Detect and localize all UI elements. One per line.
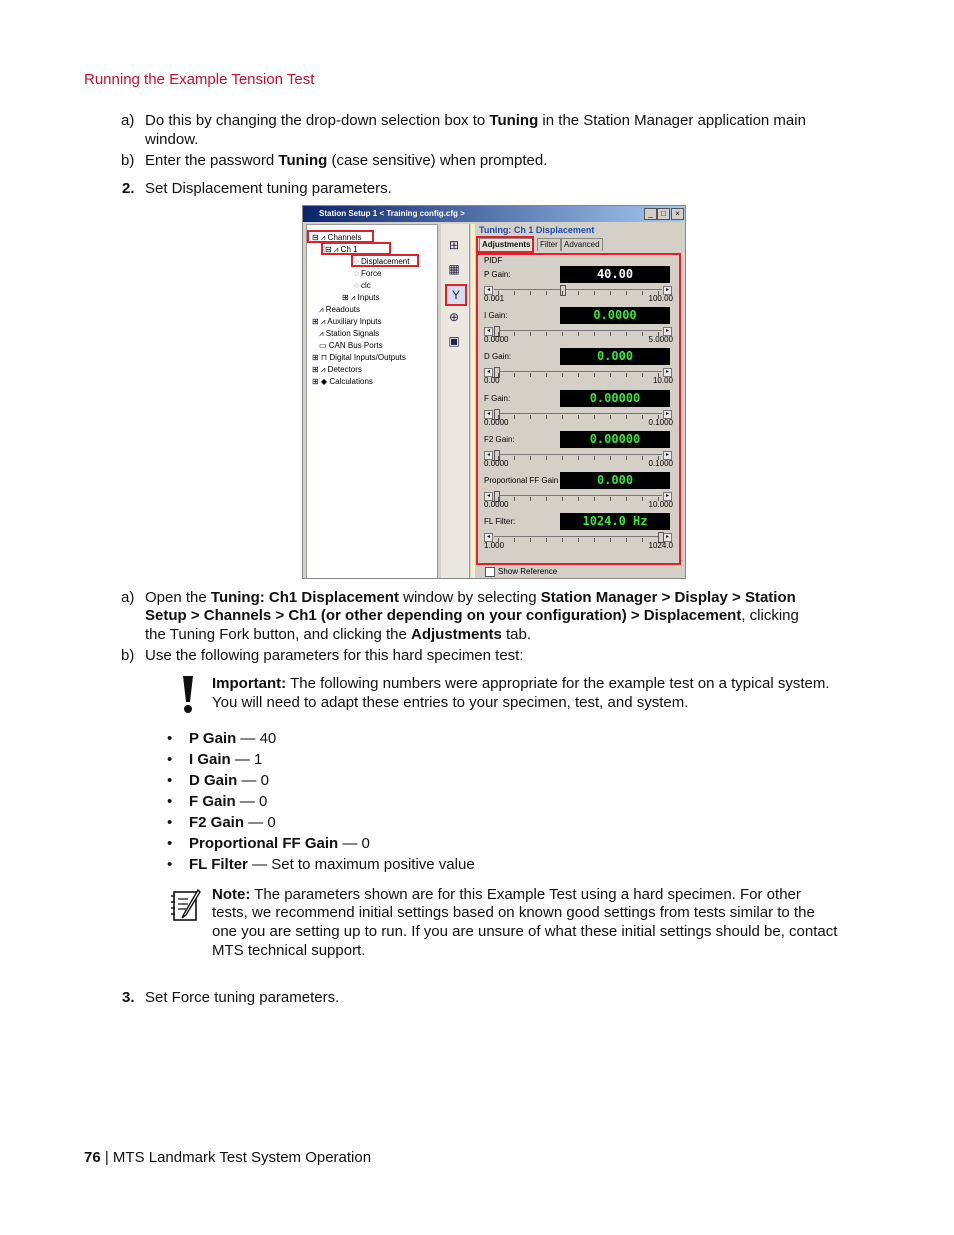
slider-max: 5.0000 xyxy=(648,335,673,345)
slider-max: 100.00 xyxy=(648,294,673,303)
slider-tick xyxy=(642,415,643,419)
text: Use the following parameters for this hard specimen test: xyxy=(145,647,524,664)
slider-min: 1.000 xyxy=(484,541,505,551)
slider-tick xyxy=(610,291,611,295)
slider-tick xyxy=(514,456,515,460)
text: the Tuning Fork button, and clicking the xyxy=(145,626,411,643)
tree-label: Detectors xyxy=(327,365,362,374)
substep-marker: a) xyxy=(121,589,135,606)
gain-slider[interactable] xyxy=(484,285,672,295)
slider-tick xyxy=(594,332,595,336)
slider-tick xyxy=(626,497,627,501)
slider-tick xyxy=(594,415,595,419)
bold-text: Setup > Channels > Ch1 (or other depending on your configuration) > Displacement xyxy=(145,607,742,624)
slider-tick xyxy=(642,538,643,542)
note-icon xyxy=(168,886,204,922)
pidf-group-label: PIDF xyxy=(484,256,503,265)
slider-tick xyxy=(594,538,595,542)
slider-tick xyxy=(610,497,611,501)
parameter-value: — 0 xyxy=(338,835,370,852)
slider-tick xyxy=(546,538,547,542)
important-icon xyxy=(178,672,198,716)
gain-label: F Gain: xyxy=(484,393,511,403)
bold-text: Tuning: Ch1 Displacement xyxy=(210,589,399,606)
substep-b-use xyxy=(121,646,845,665)
slider-tick xyxy=(514,497,515,501)
substep-marker: b) xyxy=(121,152,135,169)
slider-tick xyxy=(562,497,563,501)
important-label: Important: xyxy=(212,675,287,692)
slider-tick xyxy=(514,373,515,377)
slider-min: 0.0000 xyxy=(484,417,509,427)
tree-label: Ch 1 xyxy=(340,245,358,254)
slider-tick xyxy=(562,538,563,542)
text: Enter the password xyxy=(145,152,279,169)
slider-tick xyxy=(514,291,515,295)
slider-tick xyxy=(546,332,547,336)
bold-text: Adjustments xyxy=(411,626,502,643)
bullet-dot: • xyxy=(167,793,173,810)
slider-right-arrow[interactable]: ▸ xyxy=(663,286,672,295)
parameter-name: Proportional FF Gain xyxy=(189,835,339,852)
bullet-dot: • xyxy=(167,751,173,768)
bullet-dot: • xyxy=(167,814,173,831)
parameter-name: D Gain xyxy=(189,772,238,789)
text: , clicking xyxy=(741,607,799,624)
slider-tick xyxy=(562,456,563,460)
slider-tick xyxy=(578,456,579,460)
slider-tick xyxy=(610,332,611,336)
slider-left-arrow[interactable]: ◂ xyxy=(484,327,493,336)
detector-icon[interactable]: ▣ xyxy=(448,334,460,348)
slider-tick xyxy=(562,373,563,377)
text: tab. xyxy=(501,626,532,643)
note-line1 xyxy=(212,885,852,904)
gain-slider[interactable] xyxy=(484,367,672,377)
parameter-value: — 40 xyxy=(236,730,277,747)
parameter-text xyxy=(189,814,276,831)
tree-item-digital-io[interactable]: ⊞ ⊓ Digital Inputs/Outputs xyxy=(312,353,406,362)
slider-tick xyxy=(546,456,547,460)
slider-tick xyxy=(514,538,515,542)
slider-max: 10.000 xyxy=(648,500,673,509)
substep-a-open xyxy=(121,588,845,607)
slider-tick xyxy=(594,497,595,501)
tree-label: clc xyxy=(360,281,371,290)
slider-tick xyxy=(562,291,563,295)
slider-min: 0.001 xyxy=(484,294,505,303)
tree-label: Inputs xyxy=(357,293,380,302)
slider-tick xyxy=(578,373,579,377)
tree-label: Readouts xyxy=(325,305,360,314)
tree-label: Displacement xyxy=(360,257,410,266)
slider-tick xyxy=(514,415,515,419)
gain-slider[interactable] xyxy=(484,450,672,460)
bullet-dot: • xyxy=(167,730,173,747)
text: in the Station Manager application main xyxy=(538,112,806,129)
slider-left-arrow[interactable]: ◂ xyxy=(484,368,493,377)
slider-tick xyxy=(514,332,515,336)
parameter-name: P Gain xyxy=(189,730,237,747)
parameter-text xyxy=(189,730,276,747)
slider-tick xyxy=(610,415,611,419)
slider-track xyxy=(494,289,662,290)
parameter-value: — 0 xyxy=(235,793,268,810)
important-line2: You will need to adapt these entries to your specimen, test, and system. xyxy=(212,694,689,711)
slider-left-arrow[interactable]: ◂ xyxy=(484,410,493,419)
maximize-button[interactable]: □ xyxy=(657,208,670,220)
highlight-box xyxy=(476,236,534,253)
bullet-dot: • xyxy=(167,856,173,873)
substep-marker: a) xyxy=(121,112,135,129)
slider-left-arrow[interactable]: ◂ xyxy=(484,492,493,501)
bold-text: Tuning xyxy=(278,152,328,169)
tab-adjustments[interactable]: Adjustments xyxy=(479,238,533,251)
substep-b xyxy=(121,151,845,170)
highlight-box xyxy=(351,254,419,267)
tree-item-readouts[interactable]: ⩘ Readouts xyxy=(319,305,360,314)
slider-min: 0.00 xyxy=(484,376,500,386)
meter-icon[interactable]: ▦ xyxy=(448,262,460,276)
tree-item-can-bus[interactable]: ▭ CAN Bus Ports xyxy=(319,341,383,350)
gain-value-display[interactable]: 0.0000 xyxy=(560,307,670,324)
tuning-fork-icon[interactable]: Y xyxy=(445,284,467,306)
slider-tick xyxy=(530,332,531,336)
slider-tick xyxy=(530,538,531,542)
parameter-name: FL Filter xyxy=(189,856,248,873)
minimize-button[interactable]: _ xyxy=(644,208,657,220)
slider-tick xyxy=(530,415,531,419)
slider-tick xyxy=(530,456,531,460)
slider-track xyxy=(494,413,662,414)
signal-icon[interactable]: ⊕ xyxy=(448,310,460,324)
text: (case sensitive) when prompted. xyxy=(327,152,548,169)
slider-tick xyxy=(562,415,563,419)
tree-label: Channels xyxy=(327,233,362,242)
page-number: 76 xyxy=(84,1149,101,1166)
window-title: Station Setup 1 < Training config.cfg > xyxy=(319,209,465,218)
step-text: Set Force tuning parameters. xyxy=(145,989,340,1006)
slider-right-arrow[interactable]: ▸ xyxy=(663,492,672,501)
tree-item-detectors[interactable]: ⊞ ⩘ Detectors xyxy=(312,365,362,374)
tool-column xyxy=(441,224,470,578)
slider-tick xyxy=(562,332,563,336)
slider-track xyxy=(494,536,662,537)
gain-label: P Gain: xyxy=(484,270,511,279)
gain-slider[interactable] xyxy=(484,491,672,501)
gain-slider[interactable] xyxy=(484,326,672,336)
parameter-value: — Set to maximum positive value xyxy=(247,856,475,873)
gain-label: D Gain: xyxy=(484,352,512,362)
parameter-value: — 1 xyxy=(230,751,263,768)
slider-tick xyxy=(578,332,579,336)
slider-tick xyxy=(610,373,611,377)
note-line3: one you are setting up to run. If you are unsure of what these initial settings should be, contact xyxy=(212,923,838,940)
tree-label: Digital Inputs/Outputs xyxy=(329,353,406,362)
tree-label: CAN Bus Ports xyxy=(328,341,383,350)
tree-label: Calculations xyxy=(329,377,373,386)
gain-label: I Gain: xyxy=(484,311,508,321)
show-reference-label: Show Reference xyxy=(498,567,558,576)
slider-track xyxy=(494,371,662,372)
slider-tick xyxy=(642,456,643,460)
show-reference-checkbox[interactable] xyxy=(485,567,495,577)
tree-label: Force xyxy=(360,269,382,278)
slider-tick xyxy=(578,497,579,501)
tree-item-inputs[interactable]: ⊞ ⩘ Inputs xyxy=(342,293,380,302)
slider-max: 1024.0 xyxy=(648,541,673,551)
slider-min: 0.0000 xyxy=(484,335,509,345)
step-number: 3. xyxy=(122,989,135,1006)
slider-min: 0.0000 xyxy=(484,458,509,468)
substep-a-cont: window. xyxy=(145,131,199,148)
text: Open the xyxy=(145,589,211,606)
parameter-value: — 0 xyxy=(244,814,276,831)
slider-tick xyxy=(642,497,643,501)
note-line4: MTS technical support. xyxy=(212,942,366,959)
gain-label: FL Filter: xyxy=(484,517,516,527)
section-header: Running the Example Tension Test xyxy=(84,71,315,88)
close-button[interactable]: × xyxy=(671,208,684,220)
slider-tick xyxy=(578,415,579,419)
slider-tick xyxy=(642,291,643,295)
gain-value-display[interactable]: 0.000 xyxy=(560,472,670,489)
slider-tick xyxy=(594,456,595,460)
slider-right-arrow[interactable]: ▸ xyxy=(663,451,672,460)
important-line1 xyxy=(212,674,852,693)
parameter-text xyxy=(189,772,269,789)
separator: | xyxy=(100,1149,113,1166)
slider-tick xyxy=(626,332,627,336)
note-line2: tests, we recommend initial settings based on known good settings from tests similar to the xyxy=(212,904,815,921)
note-label: Note: xyxy=(212,886,251,903)
substep-marker: b) xyxy=(121,647,135,664)
page-footer xyxy=(84,1149,371,1166)
tree-item-ch1[interactable]: ⊟ ⩘ Ch 1 xyxy=(325,245,358,254)
slider-tick xyxy=(642,332,643,336)
gain-value-display[interactable]: 1024.0 Hz xyxy=(560,513,670,530)
text: Do this by changing the drop-down selection box to xyxy=(145,112,490,129)
slider-tick xyxy=(530,497,531,501)
gain-slider[interactable] xyxy=(484,409,672,419)
tree-item-calculations[interactable]: ⊞ ◆ Calculations xyxy=(312,377,373,386)
slider-left-arrow[interactable]: ◂ xyxy=(484,286,493,295)
slider-tick xyxy=(578,291,579,295)
slider-tick xyxy=(546,291,547,295)
tree-label: Station Signals xyxy=(325,329,380,338)
slider-right-arrow[interactable]: ▸ xyxy=(663,368,672,377)
gain-slider[interactable] xyxy=(484,532,672,542)
parameter-name: F2 Gain xyxy=(189,814,245,831)
tree-item-force[interactable]: ◌ Force xyxy=(354,269,382,278)
slider-tick xyxy=(530,373,531,377)
parameter-text xyxy=(189,835,370,852)
text: The following numbers were appropriate for the example test on a typical system. xyxy=(286,675,830,692)
slider-tick xyxy=(626,456,627,460)
tree-item-clc[interactable]: ◌ clc xyxy=(354,281,371,290)
parameter-name: F Gain xyxy=(189,793,236,810)
station-setup-screenshot xyxy=(302,205,686,579)
tab-filter[interactable]: Filter xyxy=(537,238,561,251)
document-title: MTS Landmark Test System Operation xyxy=(112,1149,372,1166)
bold-text: Station Manager > Display > Station xyxy=(540,589,796,606)
slider-track xyxy=(494,495,662,496)
tree-item-displacement[interactable]: ◌ Displacement xyxy=(354,257,410,266)
tree-label: Auxiliary Inputs xyxy=(327,317,382,326)
text: window by selecting xyxy=(398,589,541,606)
text: The parameters shown are for this Example Test using a hard specimen. For other xyxy=(250,886,801,903)
bullet-dot: • xyxy=(167,835,173,852)
parameter-text xyxy=(189,856,475,873)
slider-right-arrow[interactable]: ▸ xyxy=(663,533,672,542)
display-icon[interactable]: ⊞ xyxy=(448,238,460,252)
slider-tick xyxy=(626,291,627,295)
tab-advanced[interactable]: Advanced xyxy=(561,238,603,251)
slider-tick xyxy=(626,538,627,542)
gain-label: Proportional FF Gain xyxy=(484,476,559,485)
bold-text: Tuning xyxy=(489,112,539,129)
panel-title: Tuning: Ch 1 Displacement xyxy=(479,225,595,235)
slider-tick xyxy=(594,291,595,295)
tree-item-station-signals[interactable]: ⩘ Station Signals xyxy=(319,329,380,338)
tuning-panel xyxy=(475,224,685,578)
slider-tick xyxy=(530,291,531,295)
substep-a-open-l3 xyxy=(145,625,845,644)
window-title-bar xyxy=(303,206,685,222)
bullet-dot: • xyxy=(167,772,173,789)
slider-max: 10.00 xyxy=(652,376,673,386)
parameter-text xyxy=(189,751,262,768)
parameter-value: — 0 xyxy=(237,772,270,789)
step-2 xyxy=(122,179,845,198)
slider-tick xyxy=(578,538,579,542)
slider-tick xyxy=(546,497,547,501)
step-3 xyxy=(122,988,845,1007)
gain-value-display[interactable]: 0.000 xyxy=(560,348,670,365)
slider-track xyxy=(494,454,662,455)
slider-max: 0.1000 xyxy=(648,458,673,468)
slider-left-arrow[interactable]: ◂ xyxy=(484,533,493,542)
step-number: 2. xyxy=(122,180,135,197)
gain-value-display[interactable]: 0.00000 xyxy=(560,431,670,448)
substep-a-open-l2 xyxy=(145,606,845,625)
slider-tick xyxy=(610,538,611,542)
slider-left-arrow[interactable]: ◂ xyxy=(484,451,493,460)
slider-tick xyxy=(594,373,595,377)
slider-right-arrow[interactable]: ▸ xyxy=(663,327,672,336)
tree-item-channels[interactable]: ⊟ ⩘ Channels xyxy=(312,233,362,242)
slider-min: 0.0000 xyxy=(484,500,509,509)
gain-value-display[interactable]: 40.00 xyxy=(560,266,670,283)
slider-max: 0.1000 xyxy=(648,417,673,427)
slider-tick xyxy=(610,456,611,460)
substep-a xyxy=(121,111,845,130)
step-text: Set Displacement tuning parameters. xyxy=(145,180,392,197)
gain-value-display[interactable]: 0.00000 xyxy=(560,390,670,407)
parameter-text xyxy=(189,793,267,810)
slider-tick xyxy=(626,415,627,419)
gain-label: F2 Gain: xyxy=(484,434,515,444)
slider-tick xyxy=(642,373,643,377)
tree-item-aux-inputs[interactable]: ⊞ ⩘ Auxiliary Inputs xyxy=(312,317,382,326)
slider-tick xyxy=(626,373,627,377)
slider-tick xyxy=(546,415,547,419)
parameter-name: I Gain xyxy=(189,751,231,768)
slider-track xyxy=(494,330,662,331)
station-tree xyxy=(306,224,438,579)
slider-tick xyxy=(546,373,547,377)
slider-right-arrow[interactable]: ▸ xyxy=(663,410,672,419)
